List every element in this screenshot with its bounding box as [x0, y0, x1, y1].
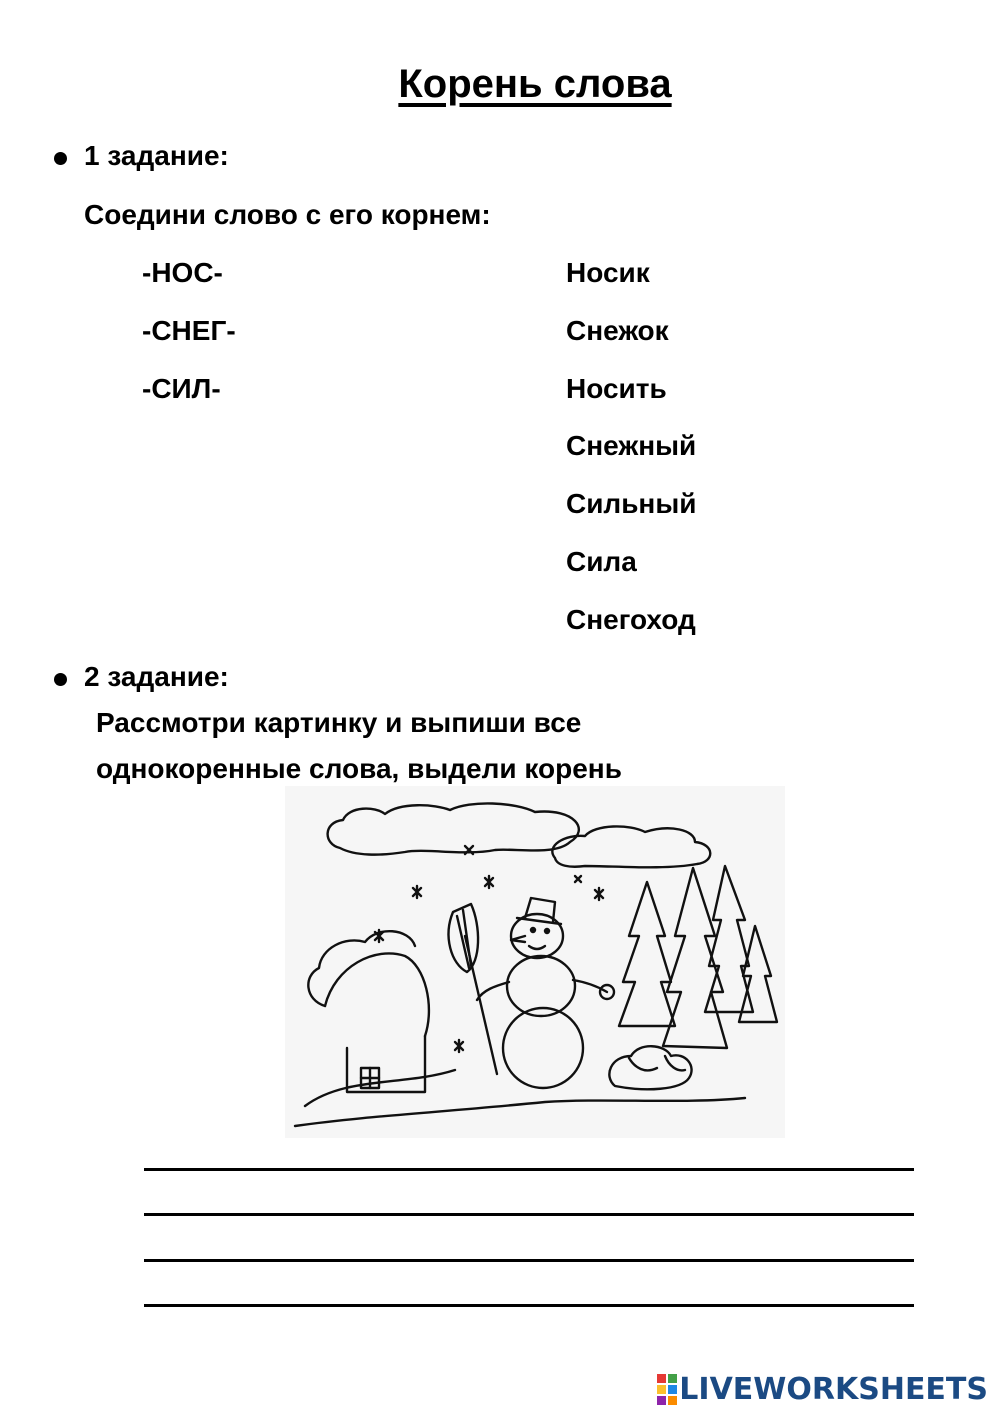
winter-snowman-illustration	[285, 786, 785, 1138]
word-item[interactable]: Снежок	[566, 314, 669, 346]
root-item[interactable]: -СНЕГ-	[142, 314, 236, 346]
logo-mark-icon	[657, 1374, 677, 1406]
word-item[interactable]: Снегоход	[566, 603, 696, 635]
root-item[interactable]: -СИЛ-	[142, 372, 221, 404]
word-item[interactable]: Сильный	[566, 488, 697, 520]
task-2-heading: 2 задание:	[84, 661, 229, 692]
word-item[interactable]: Носик	[566, 257, 650, 288]
task-2-instruction-line-2: однокоренные слова, выдели корень	[96, 753, 622, 784]
page-title: Корень слова	[398, 62, 672, 106]
bullet-task-2	[54, 673, 67, 686]
brand-text: LIVEWORKSHEETS	[679, 1372, 988, 1407]
answer-line-1[interactable]	[144, 1168, 914, 1171]
words-column	[566, 254, 696, 659]
word-item[interactable]: Носить	[566, 372, 667, 404]
liveworksheets-logo	[657, 1372, 988, 1407]
answer-line-2[interactable]	[144, 1213, 914, 1216]
word-item[interactable]: Снежный	[566, 430, 697, 462]
task-2-instruction-line-1: Рассмотри картинку и выпиши все	[96, 707, 582, 738]
root-item[interactable]: -НОС-	[142, 257, 223, 288]
roots-column	[142, 254, 236, 427]
answer-line-3[interactable]	[144, 1259, 914, 1262]
task-1-instruction: Соедини слово с его корнем:	[84, 199, 491, 230]
task-1-heading: 1 задание:	[84, 140, 229, 171]
answer-line-4[interactable]	[144, 1304, 914, 1307]
word-item[interactable]: Сила	[566, 545, 637, 577]
bullet-task-1	[54, 152, 67, 165]
